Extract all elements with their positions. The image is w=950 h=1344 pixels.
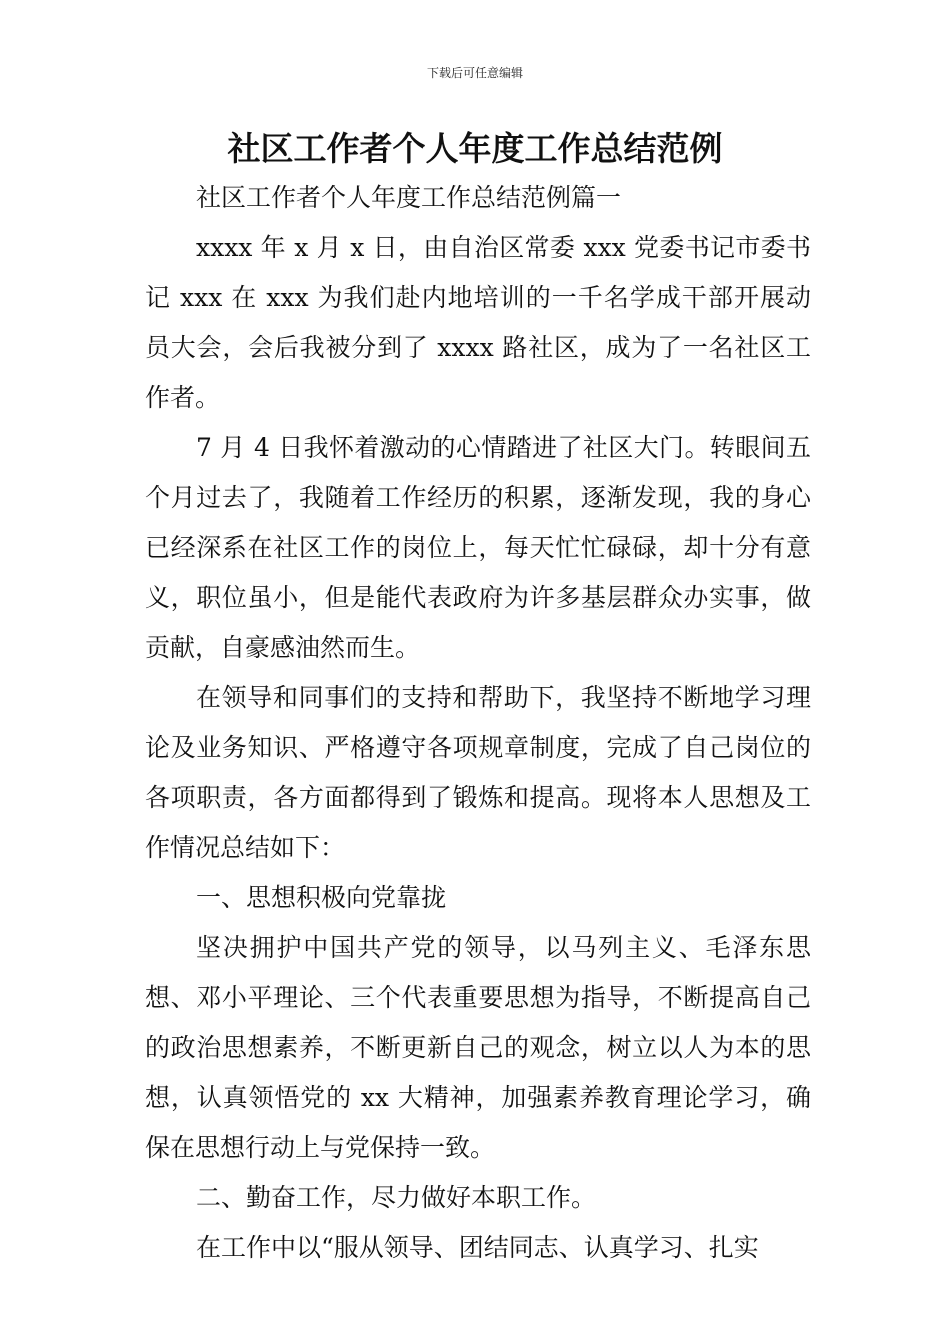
paragraph-arrival: 7 月 4 日我怀着激动的心情踏进了社区大门。转眼间五个月过去了，我随着工作经历的积累，逐渐发现，我的身心已经深系在社区工作的岗位上，每天忙忙碌碌，却十分有意义，职位虽小，但是能代表政府为许多基层群众办实事，做贡献，自豪感油然而生。 <box>145 433 811 662</box>
paragraph-work: 在工作中以“服从领导、团结同志、认真学习、扎实 <box>196 1233 759 1262</box>
paragraph-ideology: 坚决拥护中国共产党的领导，以马列主义、毛泽东思想、邓小平理论、三个代表重要思想为指导，不断提高自己的政治思想素养，不断更新自己的观念，树立以人为本的思想，认真领悟党的 xx 大精神，加强素养教育理论学习，确保在思想行动上与党保持一致。 <box>145 933 811 1162</box>
document-body <box>145 173 811 1273</box>
paragraph-intro: xxxx 年 x 月 x 日，由自治区常委 xxx 党委书记市委书记 xxx 在 xxx 为我们赴内地培训的一千名学成干部开展动员大会，会后我被分到了 xxxx 路社区，成为了一名社区工作者。 <box>145 233 811 412</box>
paragraph-subtitle: 社区工作者个人年度工作总结范例篇一 <box>196 183 622 212</box>
section-heading-2: 二、勤奋工作，尽力做好本职工作。 <box>196 1183 597 1212</box>
section-heading-1: 一、思想积极向党靠拢 <box>196 883 447 912</box>
header-note: 下载后可任意编辑 <box>426 66 523 80</box>
paragraph-summary-lead: 在领导和同事们的支持和帮助下，我坚持不断地学习理论及业务知识、严格遵守各项规章制度，完成了自己岗位的各项职责，各方面都得到了锻炼和提高。现将本人思想及工作情况总结如下： <box>145 683 811 862</box>
document-title: 社区工作者个人年度工作总结范例 <box>227 129 723 168</box>
